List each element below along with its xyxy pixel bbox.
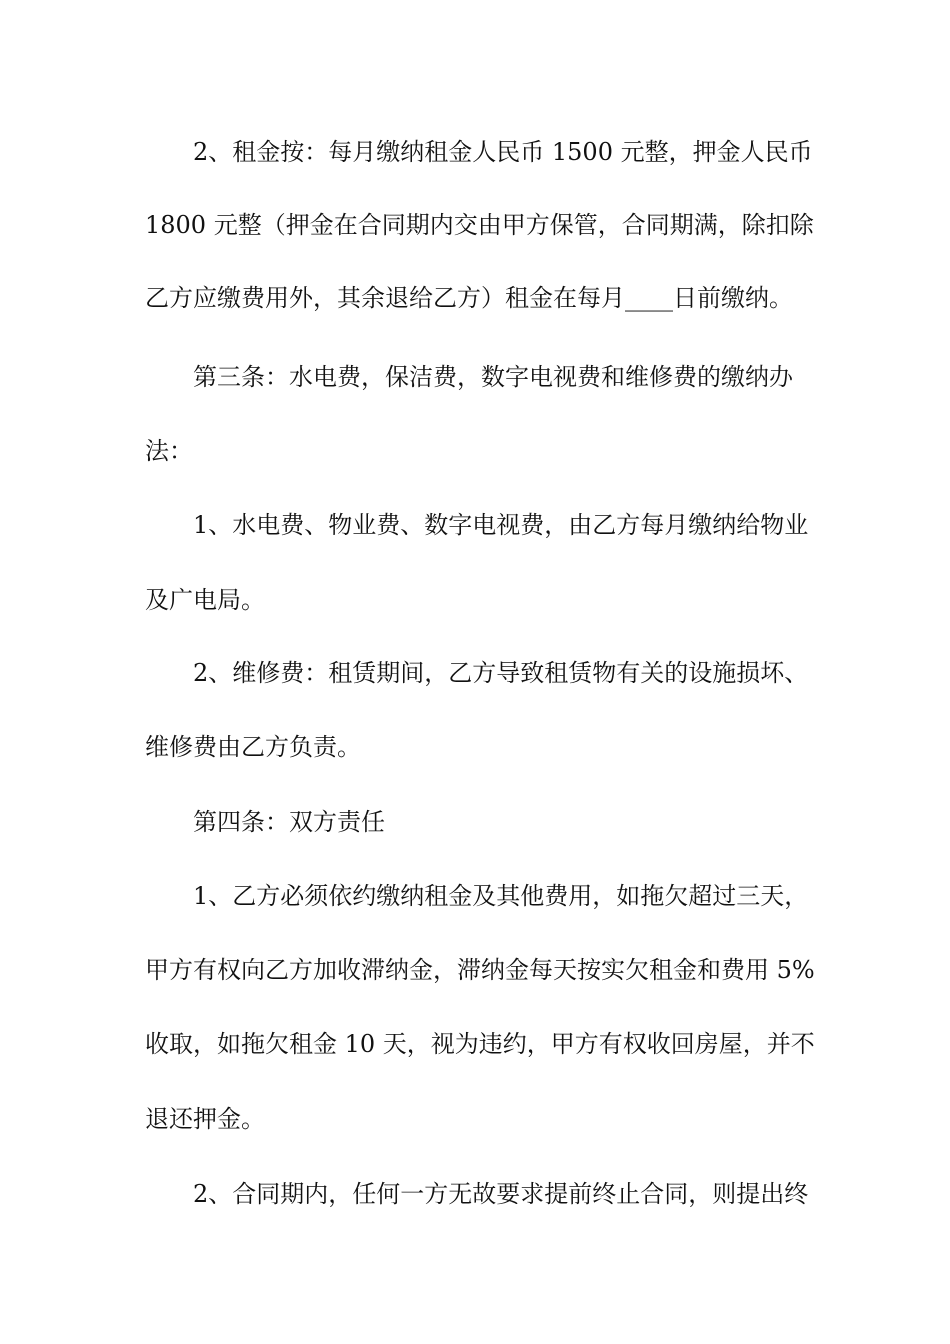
- text-line: 乙方应缴费用外，其余退给乙方）租金在每月____日前缴纳。: [145, 284, 793, 312]
- text-line: 2、租金按：每月缴纳租金人民币 1500 元整，押金人民币: [193, 138, 813, 166]
- text-line: 维修费由乙方负责。: [145, 733, 361, 761]
- text-line: 2、合同期内，任何一方无故要求提前终止合同，则提出终: [193, 1180, 809, 1208]
- section-heading: 第四条：双方责任: [193, 808, 385, 836]
- section-heading: 第三条：水电费，保洁费，数字电视费和维修费的缴纳办: [193, 363, 793, 391]
- text-line: 收取，如拖欠租金 10 天，视为违约，甲方有权收回房屋，并不: [145, 1030, 815, 1058]
- text-line: 1、水电费、物业费、数字电视费，由乙方每月缴纳给物业: [193, 511, 809, 539]
- text-line: 1800 元整（押金在合同期内交由甲方保管，合同期满，除扣除: [145, 211, 814, 239]
- text-line: 1、乙方必须依约缴纳租金及其他费用，如拖欠超过三天，: [193, 882, 809, 910]
- text-line: 退还押金。: [145, 1105, 265, 1133]
- text-line: 及广电局。: [145, 586, 265, 614]
- text-line: 甲方有权向乙方加收滞纳金，滞纳金每天按实欠租金和费用 5%: [145, 956, 815, 984]
- text-line: 2、维修费：租赁期间，乙方导致租赁物有关的设施损坏、: [193, 659, 809, 687]
- text-line: 法：: [145, 437, 193, 465]
